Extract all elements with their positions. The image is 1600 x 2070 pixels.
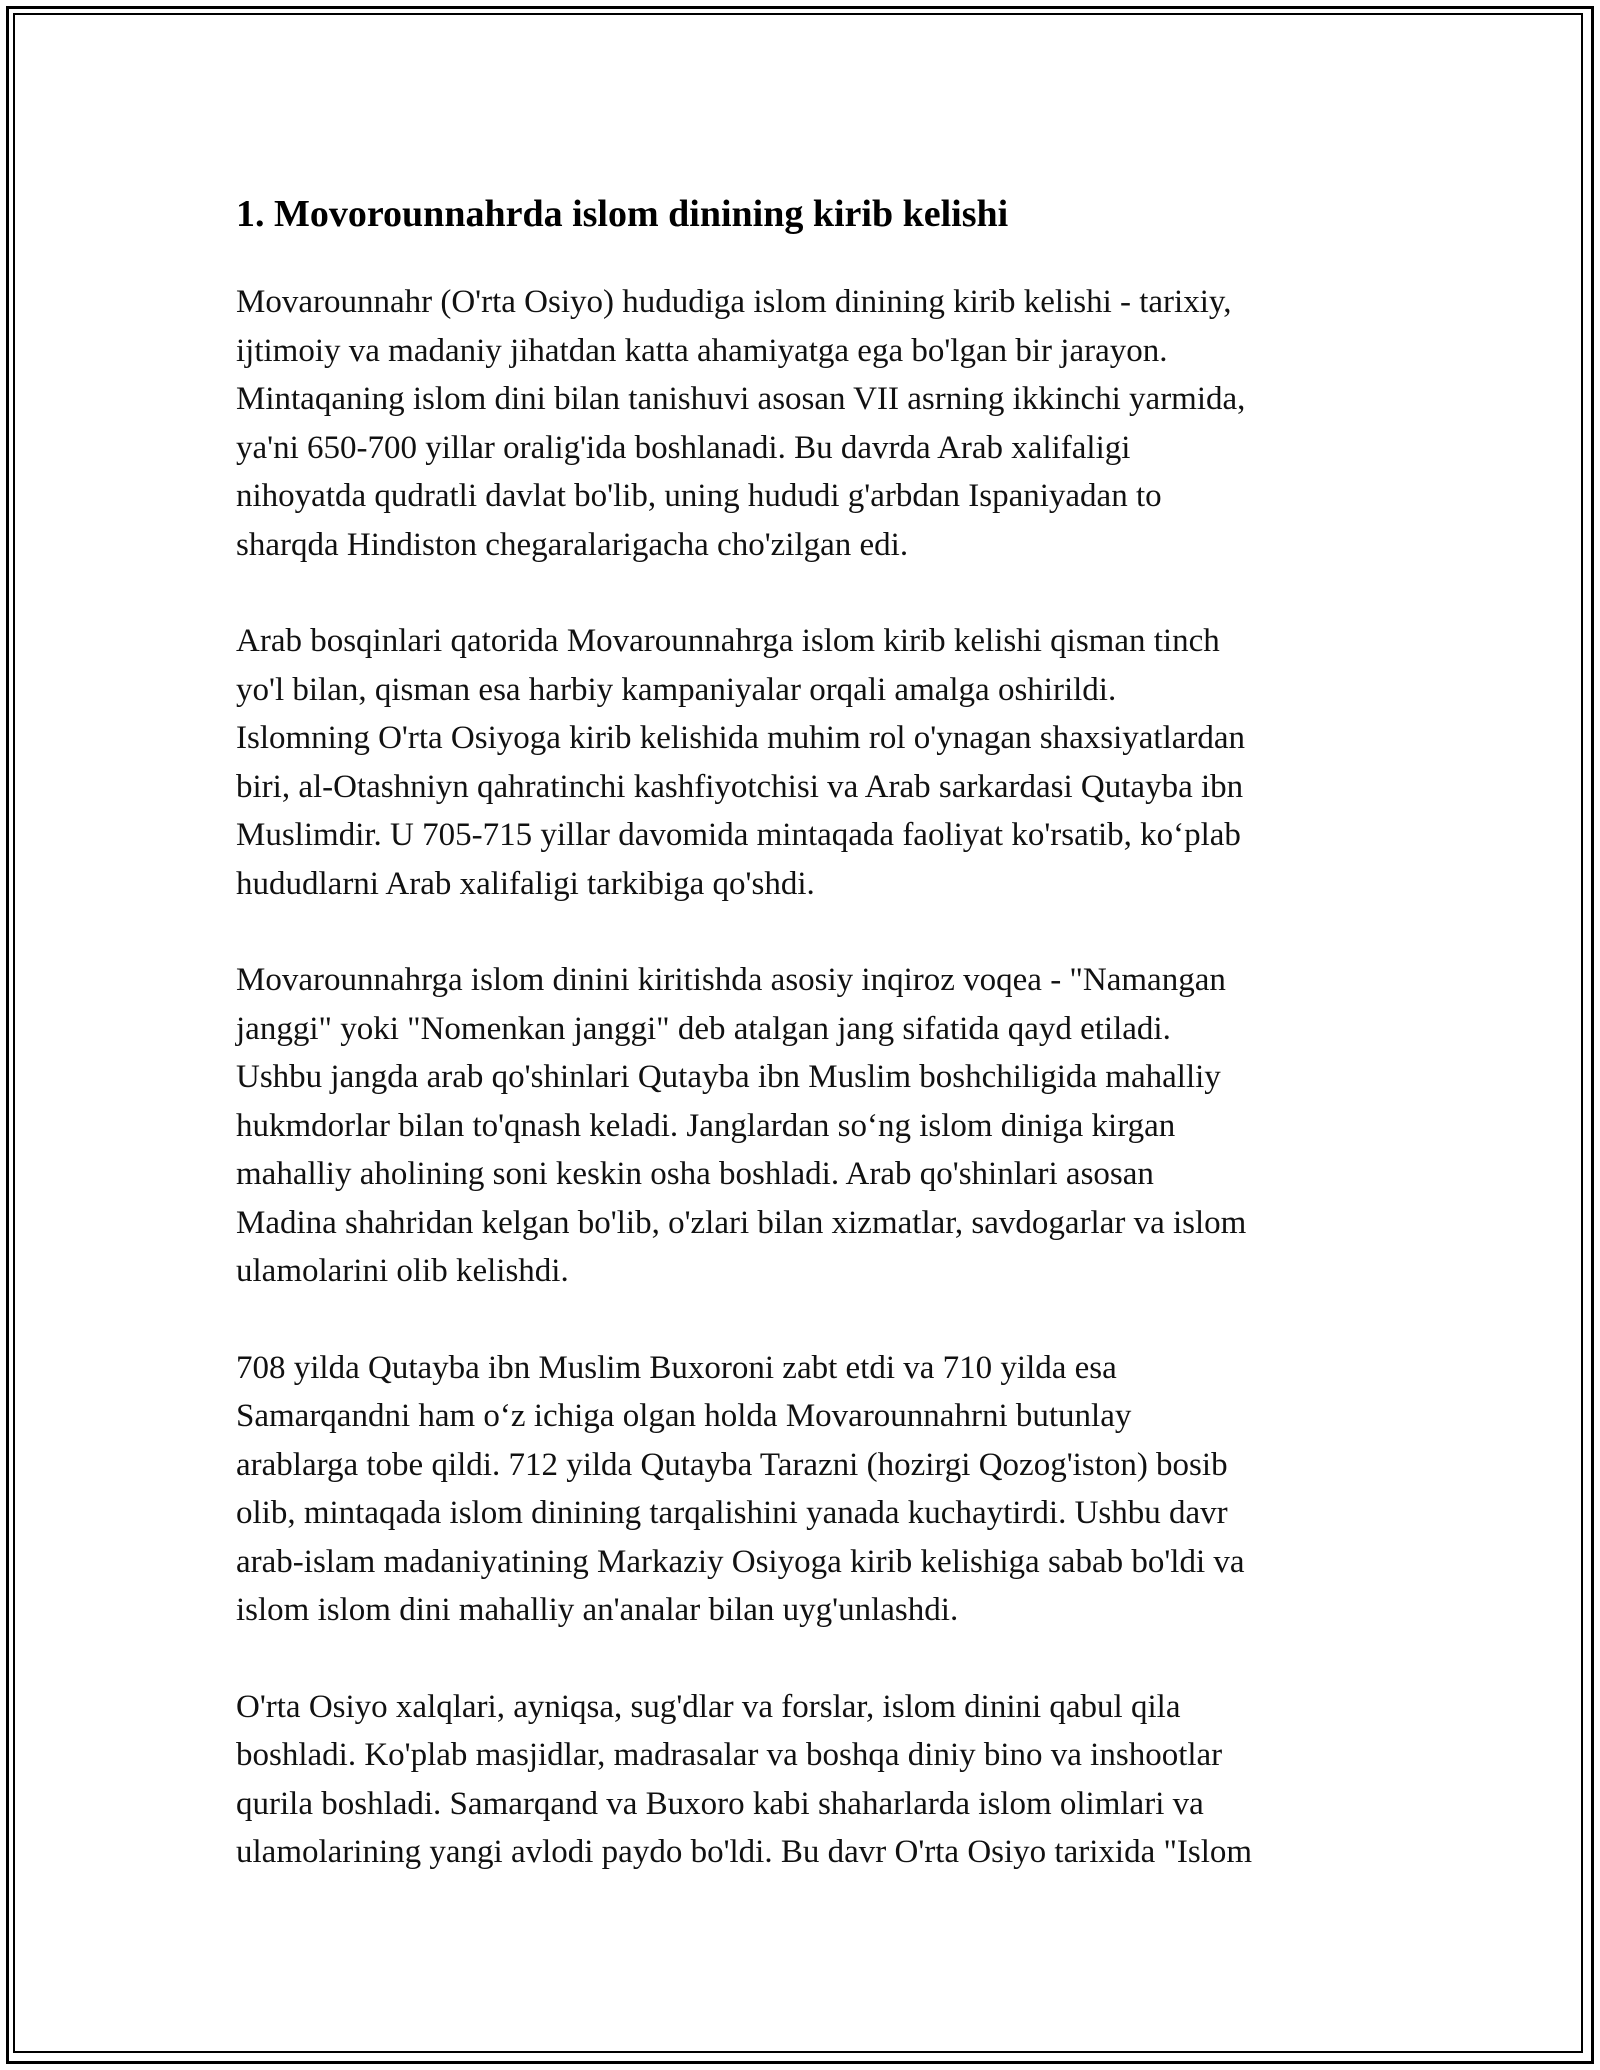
paragraph-2: Arab bosqinlari qatorida Movarounnahrga islom kirib kelishi qisman tinch yo'l bilan, qisman esa harbiy kampaniyalar orqali amalga oshirildi. Islomning O'rta Osiyoga kirib kelishida muhim rol o'ynagan shaxsiyatlardan biri, al-Otashniyn qahratinchi kashfiyotchisi va Arab sarkardasi Qutayba ibn Muslimdir. U 705-715 yillar davomida mintaqada faoliyat ko'rsatib, ko‘plab hududlarni Arab xalifaligi tarkibiga qo'shdi.	[236, 623, 1246, 902]
paragraph-1: Movarounnahr (O'rta Osiyo) hududiga islom dinining kirib kelishi - tarixiy, ijtimoiy va madaniy jihatdan katta ahamiyatga ega bo'lgan bir jarayon. Mintaqaning islom dini bilan tanishuvi asosan VII asrning ikkinchi yarmida, ya'ni 650-700 yillar oralig'ida boshlanadi. Bu davrda Arab xalifaligi nihoyatda qudratli davlat bo'lib, uning hududi g'arbdan Ispaniyadan to sharqda Hindiston chegaralarigacha cho'zilgan edi.	[236, 284, 1246, 563]
paragraph-4: 708 yilda Qutayba ibn Muslim Buxoroni zabt etdi va 710 yilda esa Samarqandni ham o‘z ichiga olgan holda Movarounnahrni butunlay arablarga tobe qildi. 712 yilda Qutayba Tarazni (hozirgi Qozog'iston) bosib olib, mintaqada islom dinining tarqalishini yanada kuchaytirdi. Ushbu davr arab-islam madaniyatining Markaziy Osiyoga kirib kelishiga sabab bo'ldi va islom islom dini mahalliy an'analar bilan uyg'unlashdi.	[236, 1349, 1245, 1628]
paragraph-3: Movarounnahrga islom dinini kiritishda asosiy inqiroz voqea - "Namangan janggi" yoki "Nomenkan janggi" deb atalgan jang sifatida qayd etiladi. Ushbu jangda arab qo'shinlari Qutayba ibn Muslim boshchiligida mahalliy hukmdorlar bilan to'qnash keladi. Janglardan so‘ng islom diniga kirgan mahalliy aholining soni keskin osha boshladi. Arab qo'shinlari asosan Madina shahridan kelgan bo'lib, o'zlari bilan xizmatlar, savdogarlar va islom ulamolarini olib kelishdi.	[236, 962, 1247, 1289]
paragraph-5: O'rta Osiyo xalqlari, ayniqsa, sug'dlar va forslar, islom dinini qabul qila boshladi. Ko'plab masjidlar, madrasalar va boshqa diniy bino va inshootlar qurila boshladi. Samarqand va Buxoro kabi shaharlarda islom olimlari va ulamolarining yangi avlodi paydo bo'ldi. Bu davr O'rta Osiyo tarixida "Islom	[236, 1688, 1253, 1870]
section-title: 1. Movorounnahrda islom dinining kirib kelishi	[236, 193, 1009, 235]
document-body	[236, 186, 1376, 1925]
